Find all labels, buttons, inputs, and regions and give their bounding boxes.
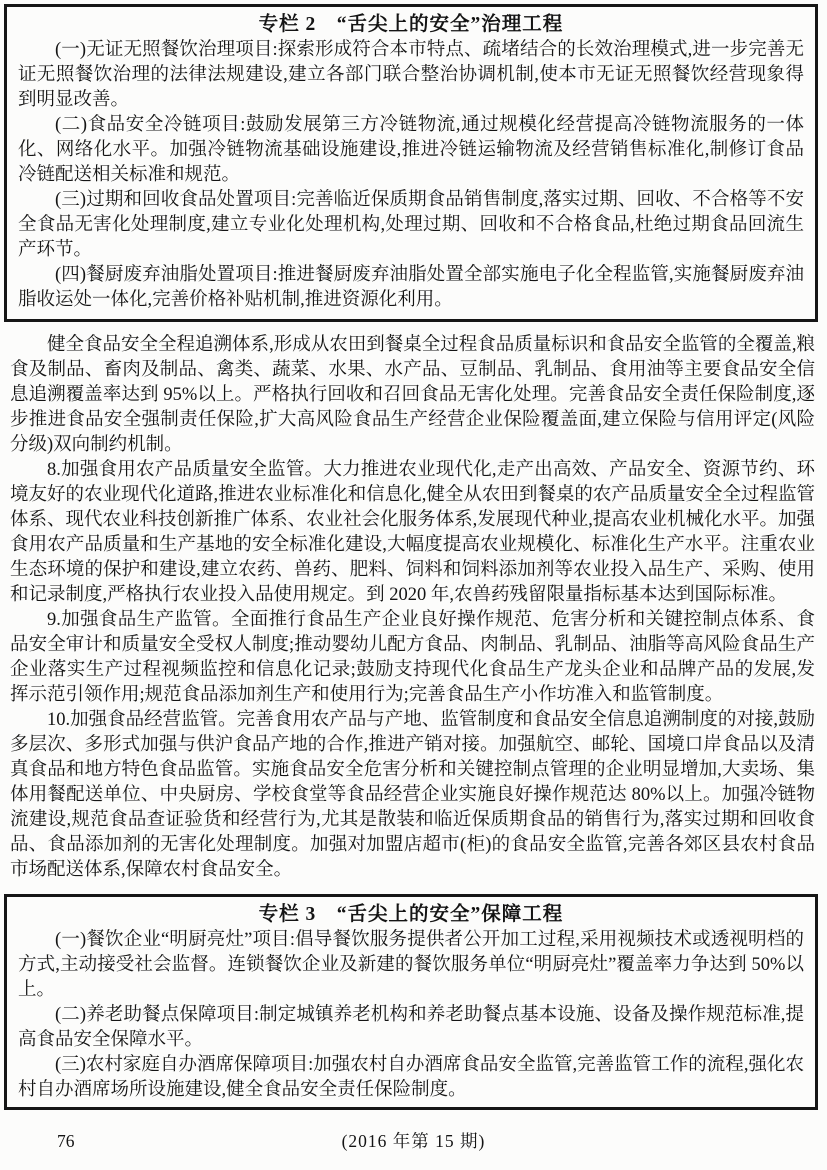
column2-title: 专栏 2 “舌尖上的安全”治理工程 [258,14,564,35]
column2-paragraph-3: (三)过期和回收食品处置项目:完善临近保质期食品销售制度,落实过期、回收、不合格等不安全食品无害化处理制度,建立专业化处理机构,处理过期、回收和不合格食品,杜绝过期食品回流生产环节。 [18,190,804,260]
column3-paragraph-3: (三)农村家庭自办酒席保障项目:加强农村自办酒席食品安全监管,完善监管工作的流程,强化农村自办酒席场所设施建设,健全食品安全责任保险制度。 [18,1055,804,1100]
page-footer [0,1128,827,1154]
column2-panel [4,4,818,322]
column3-panel [4,894,818,1110]
body-paragraph-8: 8.加强食用农产品质量安全监管。大力推进农业现代化,走产出高效、产品安全、资源节约、环境友好的农业现代化道路,推进农业标准化和信息化,健全从农田到餐桌的农产品质量安全全过程监管体系、现代农业科技创新推广体系、农业社会化服务体系,发展现代种业,提高农业机械化水平。加强食用农产品质量和生产基地的安全标准化建设,大幅度提高农业规模化、标准化生产水平。注重农业生态环境的保护和建设,建立农药、兽药、肥料、饲料和饲料添加剂等农业投入品生产、采购、使用和记录制度,严格执行农业投入品使用规定。到 2020 年,农兽药残留限量指标基本达到国际标准。 [10,460,815,605]
footer-issue-label: (2016 年第 15 期) [341,1131,486,1151]
column2-paragraph-1: (一)无证无照餐饮治理项目:探索形成符合本市特点、疏堵结合的长效治理模式,进一步完善无证无照餐饮治理的法律法规建设,建立各部门联合整治协调机制,使本市无证无照餐饮经营现象得到明显改善。 [18,40,804,110]
column2-paragraph-2: (二)食品安全冷链项目:鼓励发展第三方冷链物流,通过规模化经营提高冷链物流服务的一体化、网络化水平。加强冷链物流基础设施建设,推进冷链运输物流及经营销售标准化,制修订食品冷链配送相关标准和规范。 [18,115,804,185]
footer-page-number: 76 [57,1131,75,1151]
column3-paragraph-2: (二)养老助餐点保障项目:制定城镇养老机构和养老助餐点基本设施、设备及操作规范标准,提高食品安全保障水平。 [18,1005,804,1050]
body-text-section [10,333,815,883]
body-paragraph-traceability: 健全食品安全全程追溯体系,形成从农田到餐桌全过程食品质量标识和食品安全监管的全覆盖,粮食及制品、畜肉及制品、禽类、蔬菜、水果、水产品、豆制品、乳制品、食用油等主要食品安全信息追溯覆盖率达到 95%以上。严格执行回收和召回食品无害化处理。完善食品安全责任保险制度,逐步推进食品安全强制责任保险,扩大高风险食品生产经营企业保险覆盖面,建立保险与信用评定(风险分级)双向制约机制。 [10,335,815,455]
body-paragraph-9: 9.加强食品生产监管。全面推行食品生产企业良好操作规范、危害分析和关键控制点体系、食品安全审计和质量安全受权人制度;推动婴幼儿配方食品、肉制品、乳制品、油脂等高风险食品生产企业落实生产过程视频监控和信息化记录;鼓励支持现代化食品生产龙头企业和品牌产品的发展,发挥示范引领作用;规范食品添加剂生产和使用行为;完善食品生产小作坊准入和监管制度。 [10,610,815,705]
column3-title: 专栏 3 “舌尖上的安全”保障工程 [258,904,564,925]
column2-paragraph-4: (四)餐厨废弃油脂处置项目:推进餐厨废弃油脂处置全部实施电子化全程监管,实施餐厨废弃油脂收运处一体化,完善价格补贴机制,推进资源化利用。 [18,265,804,310]
column3-paragraph-1: (一)餐饮企业“明厨亮灶”项目:倡导餐饮服务提供者公开加工过程,采用视频技术或透视明档的方式,主动接受社会监督。连锁餐饮企业及新建的餐饮服务单位“明厨亮灶”覆盖率力争达到 50%以上。 [18,930,804,1000]
body-paragraph-10: 10.加强食品经营监管。完善食用农产品与产地、监管制度和食品安全信息追溯制度的对接,鼓励多层次、多形式加强与供沪食品产地的合作,推进产销对接。加强航空、邮轮、国境口岸食品以及清真食品和地方特色食品监管。实施食品安全危害分析和关键控制点管理的企业明显增加,大卖场、集体用餐配送单位、中央厨房、学校食堂等食品经营企业实施良好操作规范达 80%以上。加强冷链物流建设,规范食品查证验货和经营行为,尤其是散装和临近保质期食品的销售行为,落实过期和回收食品、食品添加剂的无害化处理制度。加强对加盟店超市(柜)的食品安全监管,完善各郊区县农村食品市场配送体系,保障农村食品安全。 [10,710,815,880]
